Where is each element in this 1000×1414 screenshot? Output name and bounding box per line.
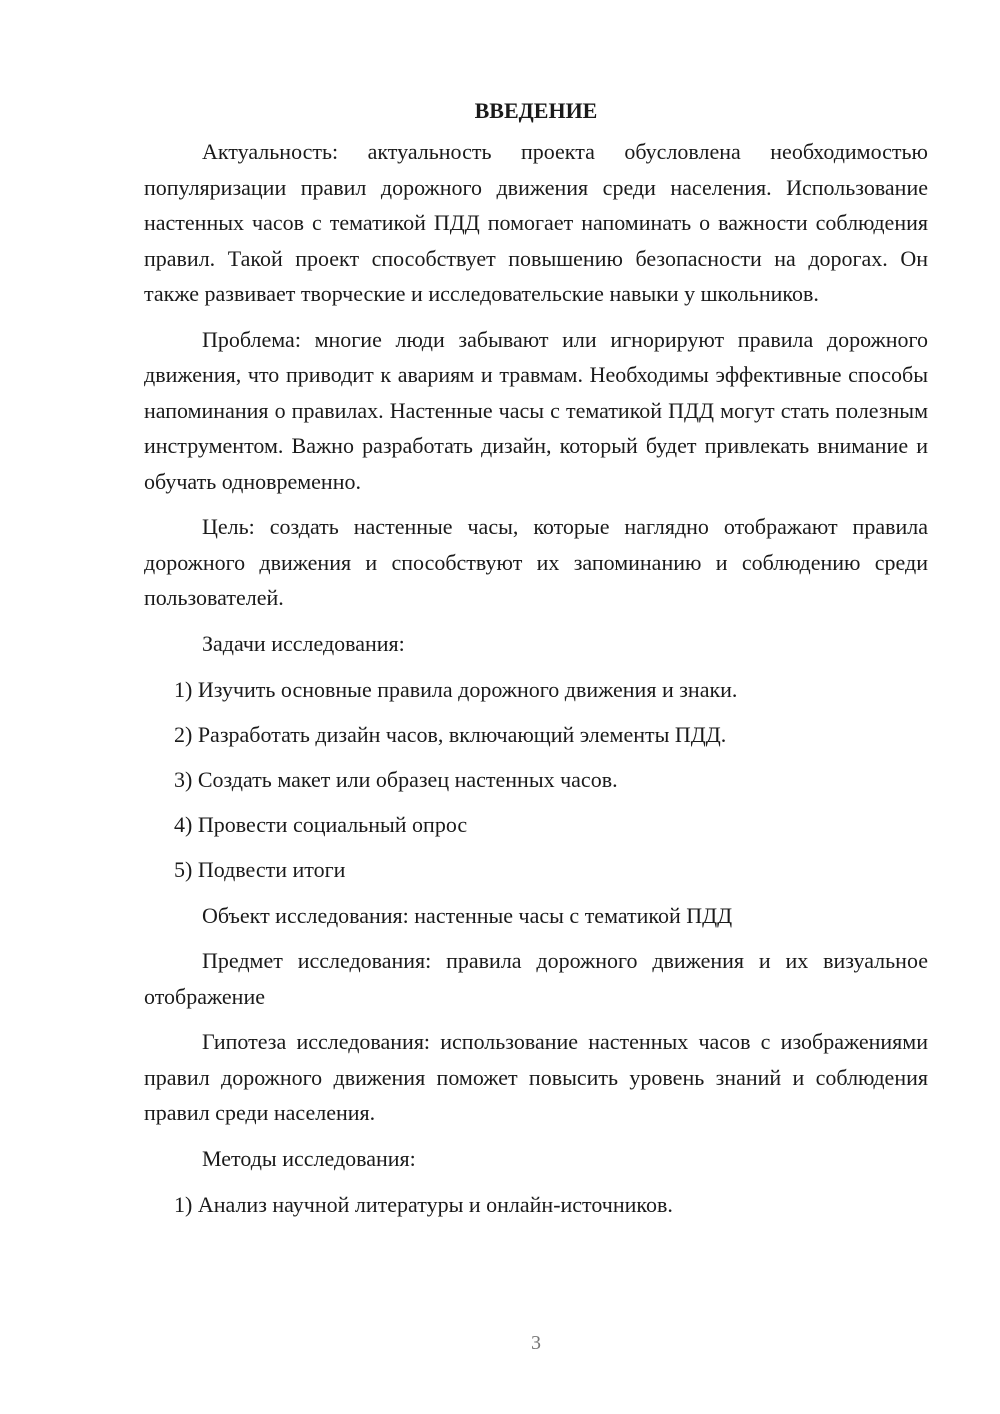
task-item: 3) Создать макет или образец настенных часов. xyxy=(174,767,618,792)
problem-paragraph: Проблема: многие люди забывают или игнорируют правила дорожного движения, что приводит к авариям и травмам. Необходимы эффективные способы напоминания о правилах. Настенные часы с тематикой ПДД могут стать полезным инструментом. Важно разработать дизайн, который будет привлекать внимание и обучать одновременно. xyxy=(144,326,928,494)
relevance-paragraph: Актуальность: актуальность проекта обусловлена необходимостью популяризации правил дорожного движения среди населения. Использование настенных часов с тематикой ПДД помогает напоминать о важности соблюдения правил. Такой проект способствует повышению безопасности на дорогах. Он также развивает творческие и исследовательские навыки у школьников. xyxy=(144,139,928,306)
task-item: 2) Разработать дизайн часов, включающий элементы ПДД. xyxy=(174,722,727,747)
goal-paragraph: Цель: создать настенные часы, которые наглядно отображают правила дорожного движения и способствуют их запоминанию и соблюдению среди пользователей. xyxy=(144,514,928,610)
methods-heading: Методы исследования: xyxy=(202,1145,416,1171)
object-paragraph: Объект исследования: настенные часы с тематикой ПДД xyxy=(202,902,733,928)
tasks-heading: Задачи исследования: xyxy=(202,630,405,656)
hypothesis-paragraph: Гипотеза исследования: использование настенных часов с изображениями правил дорожного движения поможет повысить уровень знаний и соблюдения правил среди населения. xyxy=(144,1029,928,1125)
page-number: 3 xyxy=(531,1332,541,1354)
task-item: 5) Подвести итоги xyxy=(174,857,346,882)
method-item: 1) Анализ научной литературы и онлайн-источников. xyxy=(174,1192,673,1217)
section-title: ВВЕДЕНИЕ xyxy=(474,98,598,123)
task-item: 1) Изучить основные правила дорожного движения и знаки. xyxy=(174,677,738,702)
task-item: 4) Провести социальный опрос xyxy=(174,812,468,837)
subject-paragraph: Предмет исследования: правила дорожного движения и их визуальное отображение xyxy=(144,948,928,1009)
